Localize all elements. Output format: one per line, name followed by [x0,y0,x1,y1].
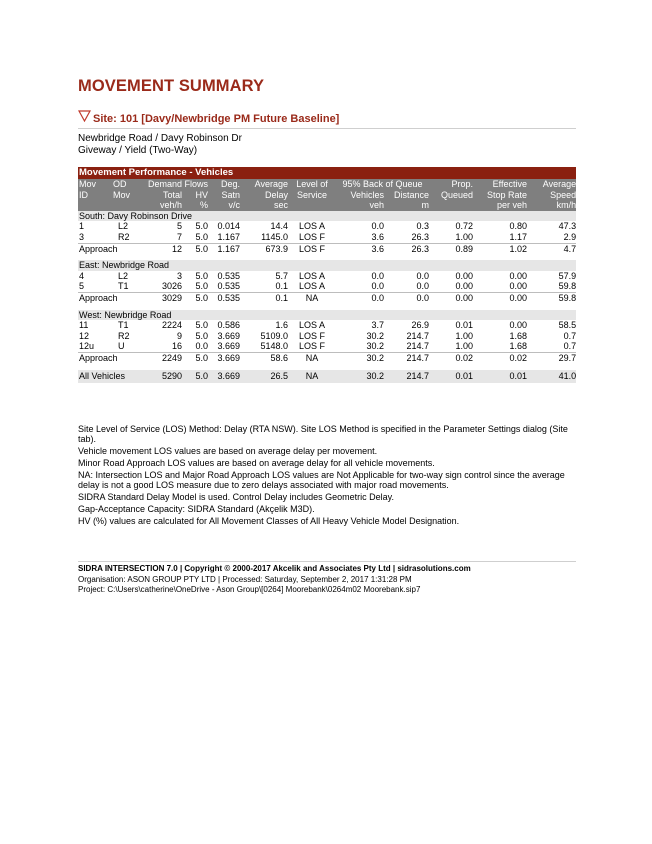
table-cell: L2 [118,270,129,281]
col-stoprate-header: Stop Rate [473,190,527,201]
note-line: Minor Road Approach LOS values are based on average delay for all vehicle movements. [78,458,435,468]
footer-project: Project: C:\Users\catherine\OneDrive - Ason Group\[0264] Moorebank\0264m02 Moorebank.sip7 [78,585,421,595]
table-cell: 5.0 [195,231,208,242]
table-cell: 5 [176,221,182,232]
note-line: SIDRA Standard Delay Model is used. Control Delay includes Geometric Delay. [78,492,394,502]
col-hv-header: HV [182,190,208,201]
col-speed-header: Average [527,179,576,190]
table-cell: LOS A [298,270,325,281]
table-cell: 0.02 [473,352,527,363]
table-cell: 0.01 [429,370,473,383]
table-cell: 0.00 [473,292,527,303]
table-cell: 14.4 [270,221,288,232]
col-speed2-header: Speed [527,190,576,201]
table-cell: 0.0 [195,341,208,352]
table-cell: 11 [79,320,89,331]
movement-table [78,167,576,383]
col-mov-header: Mov [78,179,112,190]
table-cell: 59.8 [527,292,576,303]
col-delay-header: Average [240,179,288,190]
col-total-header: Total [148,190,182,201]
table-cell: T1 [118,281,129,292]
table-row [78,281,576,292]
table-cell: 29.7 [527,352,576,363]
note-line: Vehicle movement LOS values are based on average delay per movement. [78,446,378,457]
table-cell: 0.3 [416,221,429,232]
unit-total: veh/h [148,200,182,211]
table-cell: 214.7 [384,352,429,363]
footer [78,561,576,596]
table-cell: 0.72 [455,221,473,232]
header-units-row [78,200,576,211]
table-cell: 5.0 [195,281,208,292]
group-row [78,211,576,222]
table-cell: 1.167 [208,243,240,254]
site-control: Giveway / Yield (Two-Way) [78,145,198,156]
table-cell: 0.0 [371,221,384,232]
unit-veh: veh [336,200,384,211]
notes [78,424,576,527]
table-cell: NA [288,352,336,363]
table-cell: 0.1 [240,292,288,303]
col-stop-header: Effective [473,179,527,190]
site-title: Site: 101 [Davy/Newbridge PM Future Baseline] [93,113,340,125]
table-cell: All Vehicles [78,370,148,383]
site-location: Newbridge Road / Davy Robinson Dr [78,133,242,144]
table-cell: 0.02 [429,352,473,363]
table-cell: 0.0 [371,270,384,281]
group-row [78,260,576,271]
table-cell: 9 [176,330,182,341]
table-cell: 0.586 [217,320,240,331]
table-cell: 214.7 [406,341,429,352]
table-cell: 5.0 [182,352,208,363]
table-row [78,341,576,352]
table-cell: 1.167 [217,231,240,242]
table-cell: 3029 [148,292,182,303]
table-row [78,320,576,331]
table-cell: LOS A [298,320,325,331]
col-od-header: OD [112,179,148,190]
table-cell: 58.5 [558,320,577,331]
table-cell: 5.0 [182,243,208,254]
table-cell: East: Newbridge Road [78,260,576,271]
table-cell: 59.8 [558,281,577,292]
table-cell: 5.7 [275,270,288,281]
col-deg-header: Deg. [208,179,240,190]
col-odmov-header: Mov [112,190,148,201]
table-cell: 1.68 [509,330,527,341]
table-cell: 1.00 [455,330,473,341]
table-cell: 0.535 [217,270,240,281]
table-cell: 0.7 [563,330,577,341]
table-row [78,331,576,342]
table-cell: 26.3 [384,243,429,254]
table-cell: 57.9 [558,270,577,281]
table-cell: 4.7 [527,243,576,254]
table-row [78,271,576,282]
table-cell: 0.80 [509,221,527,232]
table-cell: 30.2 [336,352,384,363]
table-cell: 0.0 [416,281,429,292]
page-title: MOVEMENT SUMMARY [78,77,265,95]
table-cell: Approach [78,292,148,303]
table-cell: U [118,341,125,352]
table-cell: L2 [118,221,129,232]
table-cell: 0.0 [371,281,384,292]
col-queued-header: Queued [429,190,473,201]
table-cell: 1.00 [455,231,473,242]
approach-row [78,352,576,363]
table-cell: 3.669 [217,341,240,352]
table-cell: LOS F [298,330,325,341]
note-line: Site Level of Service (LOS) Method: Delay (RTA NSW). Site LOS Method is specified in the Parameter Settings dialog (Site tab). [78,424,568,445]
col-satn-header: Satn [208,190,240,201]
note-line: HV (%) values are calculated for All Movement Classes of All Heavy Vehicle Model Designation. [78,515,460,526]
table-cell: 5290 [148,370,182,383]
col-distance-header: Distance [384,190,429,201]
table-cell: 0.00 [509,320,527,331]
table-cell: Approach [78,243,148,254]
approach-row [78,292,576,303]
table-cell: 3.6 [336,243,384,254]
table-caption: Movement Performance - Vehicles [78,167,576,179]
table-cell: 0.7 [563,341,577,352]
col-id-header: ID [78,190,112,201]
table-cell: 1.68 [509,341,527,352]
unit-deg: v/c [208,200,240,211]
table-cell: 58.6 [240,352,288,363]
unit-hv: % [182,200,208,211]
header-row-2 [78,190,576,201]
table-cell: 0.1 [275,281,288,292]
approach-row [78,243,576,254]
table-cell: 1145.0 [261,231,288,242]
col-vehicles-header: Vehicles [336,190,384,201]
footer-organisation: Organisation: ASON GROUP PTY LTD | Processed: Saturday, September 2, 2017 1:31:28 PM [78,574,412,584]
table-cell: 0.00 [455,270,473,281]
table-cell: 5 [79,281,85,292]
table-cell: 0.00 [429,292,473,303]
table-cell: 12u [79,341,95,352]
table-cell: South: Davy Robinson Drive [78,211,576,222]
table-cell: 3026 [161,281,182,292]
group-row [78,310,576,321]
table-cell: 47.3 [558,221,577,232]
table-cell: 41.0 [527,370,576,383]
unit-dist: m [384,200,429,211]
table-cell: 2249 [148,352,182,363]
table-cell: 0.00 [455,281,473,292]
table-cell: 2.9 [563,231,577,242]
table-cell: 0.0 [384,292,429,303]
table-cell: 0.89 [429,243,473,254]
col-queue-header: 95% Back of Queue [336,179,429,190]
table-cell: 0.01 [455,320,473,331]
table-cell: 0.0 [416,270,429,281]
table-cell: 1.17 [509,231,527,242]
table-cell: 673.9 [240,243,288,254]
table-cell: 5109.0 [260,330,288,341]
table-cell: 5.0 [182,292,208,303]
table-cell: LOS F [288,243,336,254]
unit-delay: sec [240,200,288,211]
unit-speed: km/h [527,200,576,211]
table-cell: 12 [79,330,90,341]
table-cell: 3 [176,270,182,281]
table-cell: 5.0 [195,270,208,281]
all-vehicles-row [78,370,576,383]
table-cell: 3.669 [217,330,240,341]
table-cell: 214.7 [384,370,429,383]
table-cell: Approach [78,352,148,363]
table-cell: 5.0 [195,221,208,232]
table-cell: 0.0 [336,292,384,303]
footer-copyright: SIDRA INTERSECTION 7.0 | Copyright © 2000-2017 Akcelik and Associates Pty Ltd | sidrasolutions.com [78,564,471,573]
table-row [78,232,576,243]
table-row [78,221,576,232]
table-cell: 3 [79,231,85,242]
table-cell: 5.0 [195,330,208,341]
table-cell: 2224 [161,320,182,331]
table-cell: 12 [148,243,182,254]
table-cell: LOS A [298,281,325,292]
table-cell: R2 [118,330,130,341]
note-line: Gap-Acceptance Capacity: SIDRA Standard (Akçelik M3D). [78,503,315,514]
table-cell: R2 [118,231,130,242]
table-cell: NA [288,370,336,383]
table-cell: 4 [79,270,85,281]
table-cell: 3.7 [371,320,384,331]
table-cell: T1 [118,320,129,331]
table-cell: 5.0 [182,370,208,383]
col-prop-header: Prop. [429,179,473,190]
table-cell: 0.01 [473,370,527,383]
table-cell: NA [288,292,336,303]
table-cell: 16 [171,341,182,352]
col-demand-header: Demand Flows [148,179,209,189]
table-cell: 3.669 [208,370,240,383]
header-row-1 [78,179,576,190]
table-cell: 30.2 [366,341,384,352]
table-cell: 0.535 [208,292,240,303]
table-cell: LOS A [298,221,325,232]
note-line: NA: Intersection LOS and Major Road Approach LOS values are Not Applicable for two-way sign control since the average delay is not a good LOS measure due to zero delays associated with major road movements. [78,469,565,491]
table-cell: 26.3 [411,231,429,242]
table-cell: 1.00 [455,341,473,352]
table-cell: 214.7 [406,330,429,341]
table-cell: LOS F [298,231,325,242]
table-cell: 0.00 [509,281,527,292]
triangle-down-icon [78,110,91,122]
table-cell: 5148.0 [260,341,288,352]
table-cell: West: Newbridge Road [78,310,576,321]
table-cell: 0.014 [217,221,240,232]
col-los-header: Level of [288,179,336,190]
table-cell: 1.02 [473,243,527,254]
table-cell: 7 [176,231,182,242]
table-cell: 1.6 [275,320,288,331]
table-cell: 0.00 [509,270,527,281]
table-cell: 3.669 [208,352,240,363]
table-cell: 3.6 [371,231,384,242]
table-cell: 26.5 [240,370,288,383]
table-cell: LOS F [298,341,325,352]
table-cell: 26.9 [411,320,429,331]
table-cell: 0.535 [217,281,240,292]
table-cell: 30.2 [336,370,384,383]
site-heading [78,110,576,129]
col-delay2-header: Delay [240,190,288,201]
col-service-header: Service [288,190,336,201]
table-cell: 30.2 [366,330,384,341]
unit-stop: per veh [473,200,527,211]
table-cell: 5.0 [195,320,208,331]
table-cell: 1 [79,221,85,232]
